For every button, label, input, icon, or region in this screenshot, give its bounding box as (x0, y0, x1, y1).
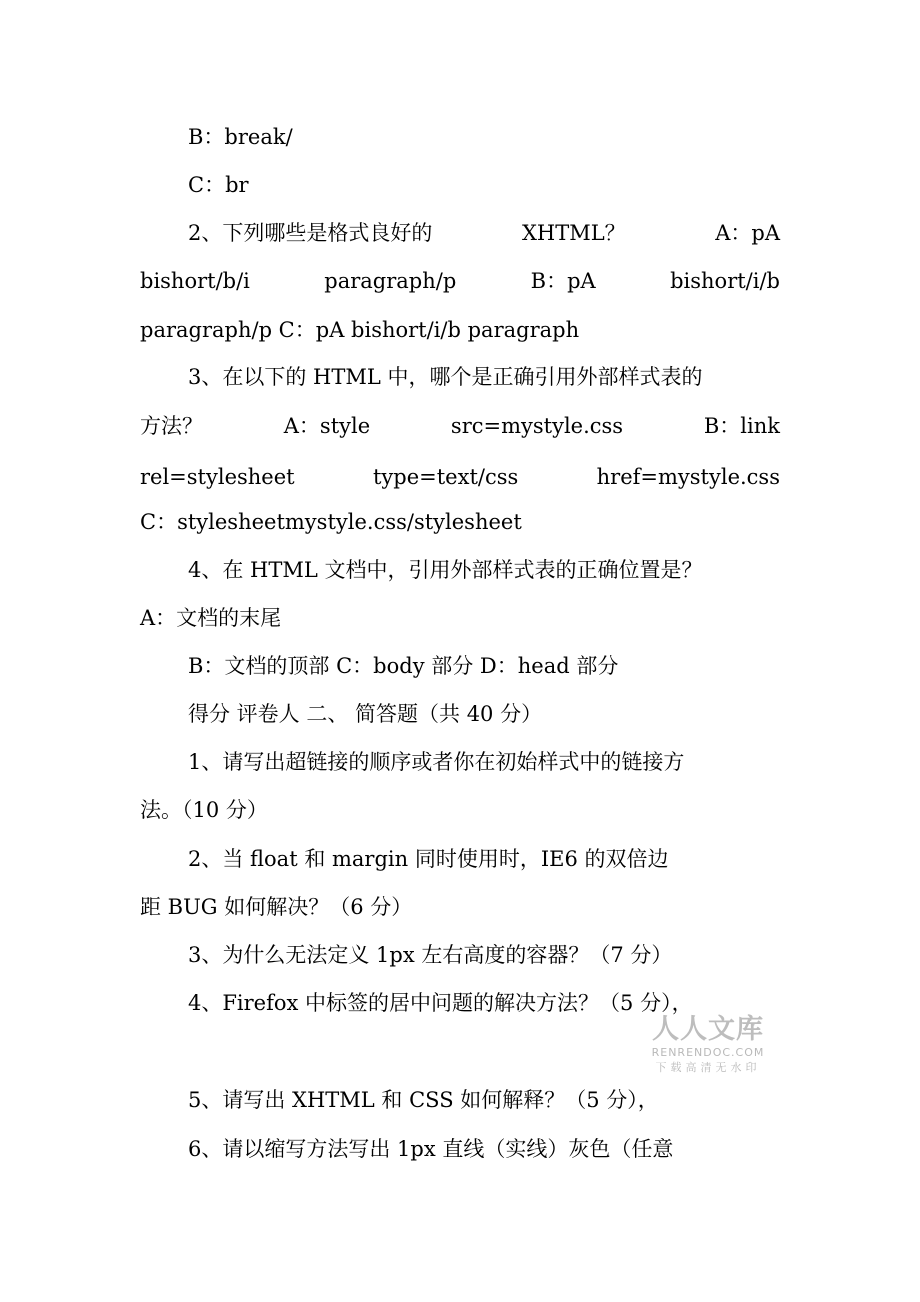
watermark (644, 1014, 772, 1078)
question-4-option-a: A：文档的末尾 (140, 606, 282, 630)
watermark-url: RENRENDOC.COM (651, 1046, 765, 1059)
short-answer-1-line-1: 1、请写出超链接的顺序或者你在初始样式中的链接方 (188, 750, 685, 774)
question-3-rel: rel=stylesheet (140, 465, 295, 489)
question-2-text: 2、下列哪些是格式良好的 (188, 221, 433, 245)
question-3-line-1: 3、在以下的 HTML 中，哪个是正确引用外部样式表的 (188, 365, 703, 389)
question-2-option-a: A：pA (715, 221, 780, 245)
question-3-href: href=mystyle.css (596, 465, 780, 489)
question-3-line-2 (140, 411, 780, 441)
question-3-method: 方法？ (140, 414, 203, 438)
question-2-line-1 (188, 218, 780, 248)
section-2-heading: 得分 评卷人 二、 简答题（共 40 分） (188, 702, 543, 726)
question-2-line-2 (140, 266, 780, 296)
watermark-title: 人人文库 (652, 1014, 764, 1045)
question-3-option-a: A：style (283, 414, 371, 438)
short-answer-1-line-2: 法。（10 分） (140, 798, 268, 822)
option-c-br: C：br (188, 173, 249, 197)
question-2-xhtml: XHTML？ (521, 221, 626, 245)
question-2-code-1: bishort/b/i (140, 269, 250, 293)
question-2-code-3: bishort/i/b (670, 269, 780, 293)
short-answer-5: 5、请写出 XHTML 和 CSS 如何解释？（5 分）， (188, 1088, 659, 1112)
short-answer-2-line-2: 距 BUG 如何解决？（6 分） (140, 895, 413, 919)
question-2-code-2: paragraph/p (324, 269, 457, 293)
question-4-options-bcd: B：文档的顶部 C：body 部分 D：head 部分 (188, 654, 619, 678)
question-3-src: src=mystyle.css (450, 414, 624, 438)
question-3-option-b: B：link (703, 414, 780, 438)
question-4-line-1: 4、在 HTML 文档中，引用外部样式表的正确位置是？ (188, 558, 703, 582)
option-b-break: B：break/ (188, 125, 293, 149)
short-answer-3: 3、为什么无法定义 1px 左右高度的容器？（7 分） (188, 943, 673, 967)
short-answer-6: 6、请以缩写方法写出 1px 直线（实线）灰色（任意 (188, 1137, 674, 1161)
question-2-option-b: B：pA (530, 269, 596, 293)
question-3-line-3 (140, 462, 780, 492)
question-3-type: type=text/css (372, 465, 519, 489)
short-answer-2-line-1: 2、当 float 和 margin 同时使用时，IE6 的双倍边 (188, 847, 669, 871)
short-answer-4: 4、Firefox 中标签的居中问题的解决方法？（5 分）， (188, 991, 693, 1015)
question-3-option-c: C：stylesheetmystyle.css/stylesheet (140, 510, 522, 534)
question-2-line-3: paragraph/p C：pA bishort/i/b paragraph (140, 318, 580, 342)
watermark-subtitle: 下载高清无水印 (655, 1061, 761, 1074)
